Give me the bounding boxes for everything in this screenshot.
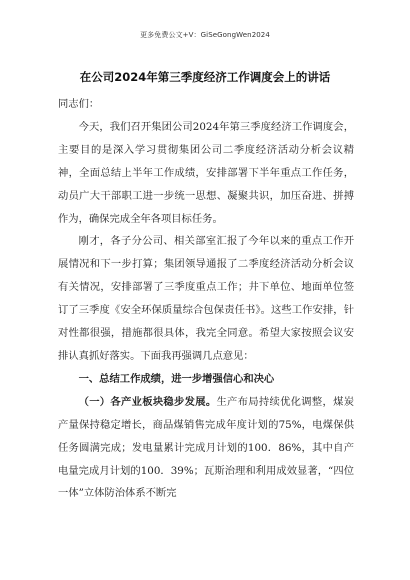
paragraph-opening: 今天，我们召开集团公司2024年第三季度经济工作调度会，主要目的是深入学习贯彻集团公司二季度经济活动分析会议精神，全面总结上半年工作成绩，安排部署下半年重点工作任务，动员广大干部职工进一步统一思想、凝聚共识，加压奋进、拼搏作为，确保完成全年各项目标任务。 [58,120,354,225]
section-heading: 一、总结工作成绩，进一步增强信心和决心 [78,372,275,385]
subsection-text: 生产布局持续优化调整，煤炭产量保持稳定增长，商品煤销售完成年度计划的75%，电煤保供任务圆满完成；发电量累计完成月计划的100．86%，其中自产电量完成月计划的100．39%；瓦斯治理和利用成效显著，“四位一体”立体防治体系不断完 [58,395,355,500]
subsection-heading: （一）各产业板块稳步发展。 [78,395,217,408]
paragraph-arrangements: 刚才，各子分公司、相关部室汇报了今年以来的重点工作开展情况和下一步打算；集团领导通报了二季度经济活动分析会议有关情况，安排部署了三季度重点工作；井下单位、地面单位签订了三季度《安全环保质量综合包保责任书》。这些工作安排，针对性都很强，措施都很具体，我完全同意。希望大家按照会议安排认真抓好落实。下面我再强调几点意见： [58,235,354,362]
subsection-paragraph [58,391,354,506]
document-title: 在公司2024年第三季度经济工作调度会上的讲话 [79,70,331,84]
document-body [58,93,354,505]
header-note: 更多免费公文+V：GiSeGongWen2024 [140,31,270,39]
salutation: 同志们： [58,98,100,110]
